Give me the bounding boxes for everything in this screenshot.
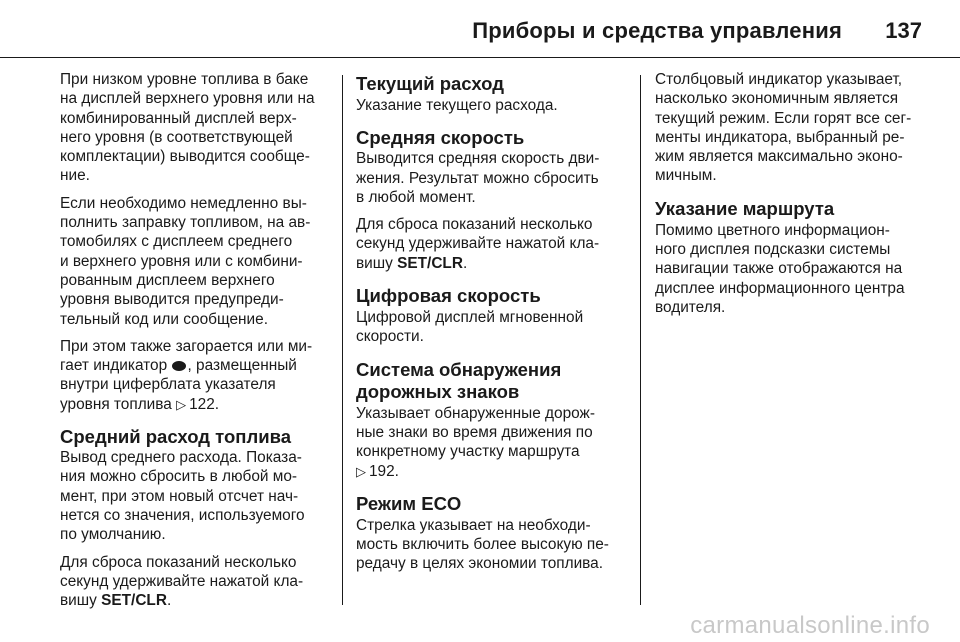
section-heading: Система обнаружения xyxy=(356,358,562,380)
section-eco-mode xyxy=(356,493,626,574)
text-line xyxy=(60,395,330,414)
fuel-indicator-icon xyxy=(172,361,186,371)
text-line: мичным. xyxy=(655,167,717,185)
key-label: SET/CLR xyxy=(397,254,463,272)
text-line: мость включить более высокую пе- xyxy=(356,536,609,554)
text-line: ного дисплея подсказки системы xyxy=(655,241,891,259)
text-line: Если необходимо немедленно вы- xyxy=(60,194,307,212)
watermark: carmanualsonline.info xyxy=(690,612,930,639)
text-line: него уровня (в соответствующей xyxy=(60,128,293,146)
reset-instructions xyxy=(60,553,330,611)
text-line: ние. xyxy=(60,167,90,185)
text-line xyxy=(60,356,330,375)
column-divider-2 xyxy=(640,75,641,605)
text-line: дисплее информационного центра xyxy=(655,279,905,297)
column-1 xyxy=(60,70,330,618)
text-line: Стрелка указывает на необходи- xyxy=(356,516,591,534)
key-label: SET/CLR xyxy=(101,592,167,610)
text-line: При низком уровне топлива в баке xyxy=(60,71,309,88)
paragraph-indicator xyxy=(60,337,330,414)
text-line: редачу в целях экономии топлива. xyxy=(356,555,604,573)
section-heading: Указание маршрута xyxy=(655,197,835,219)
header-divider xyxy=(0,57,960,58)
text-line: ные знаки во время движения по xyxy=(356,423,593,441)
section-body xyxy=(60,448,330,544)
text-line: насколько экономичным является xyxy=(655,90,899,108)
column-3 xyxy=(655,70,923,317)
text-line: нется со значения, используемого xyxy=(60,506,305,524)
paragraph-low-fuel xyxy=(60,70,330,186)
text-line: и верхнего уровня или с комбини- xyxy=(60,252,303,270)
section-heading: Режим ECO xyxy=(356,492,462,514)
section-body xyxy=(356,149,626,207)
section-heading: Средняя скорость xyxy=(356,127,525,149)
text-line: комплектации) выводится сообще- xyxy=(60,148,310,166)
column-2 xyxy=(356,73,626,574)
text-line: Указывает обнаруженные дорож- xyxy=(356,404,595,422)
page-reference-link[interactable]: 192. xyxy=(369,462,399,480)
text-line: секунд удерживайте нажатой кла- xyxy=(60,572,304,590)
section-digital-speed xyxy=(356,285,626,347)
text-fragment: уровня топлива xyxy=(60,395,172,413)
text-line: полнить заправку топливом, на ав- xyxy=(60,214,311,232)
text-line: комбинированный дисплей верх- xyxy=(60,109,297,127)
paragraph-bar-indicator xyxy=(655,70,923,186)
page-title: Приборы и средства управления xyxy=(472,18,842,43)
text-line xyxy=(356,462,626,481)
text-line: по умолчанию. xyxy=(60,526,166,544)
text-line: томобилях с дисплеем среднего xyxy=(60,233,293,251)
page-reference-arrow-icon: ▷ xyxy=(176,396,187,412)
paragraph-refuel xyxy=(60,194,330,329)
text-line xyxy=(60,591,330,610)
page-reference-arrow-icon: ▷ xyxy=(356,463,366,479)
section-heading: Текущий расход xyxy=(356,73,504,94)
text-line: водителя. xyxy=(655,298,726,316)
text-line: в любой момент. xyxy=(356,188,476,206)
page-number: 137 xyxy=(885,18,922,43)
page-reference-link[interactable]: 122. xyxy=(189,395,220,413)
text-fragment: , размещенный xyxy=(187,357,297,375)
text-line: конкретному участку маршрута xyxy=(356,443,580,461)
reset-instructions xyxy=(356,215,626,273)
text-line: скорости. xyxy=(356,328,424,346)
text-line: тельный код или сообщение. xyxy=(60,310,268,328)
text-line: Выводится средняя скорость дви- xyxy=(356,150,600,168)
text-line: жения. Результат можно сбросить xyxy=(356,169,599,187)
text-line: При этом также загорается или ми- xyxy=(60,337,313,355)
text-fragment: . xyxy=(166,592,172,610)
text-line: Для сброса показаний несколько xyxy=(60,553,297,571)
text-line: Столбцовый индикатор указывает, xyxy=(655,71,903,88)
text-line: мент, при этом новый отсчет нач- xyxy=(60,487,299,505)
section-heading: Средний расход топлива xyxy=(60,426,291,448)
page-header xyxy=(0,0,960,58)
section-traffic-sign-detection xyxy=(356,359,626,481)
text-fragment: вишу xyxy=(60,592,97,610)
text-line: секунд удерживайте нажатой кла- xyxy=(356,235,600,253)
text-line: навигации также отображаются на xyxy=(655,260,903,278)
section-current-consumption xyxy=(356,73,626,115)
text-fragment: вишу xyxy=(356,254,393,272)
text-line: на дисплей верхнего уровня или на xyxy=(60,90,315,108)
text-line: ния можно сбросить в любой мо- xyxy=(60,468,298,486)
text-line xyxy=(356,254,626,273)
text-line: текущий режим. Если горят все сег- xyxy=(655,109,912,127)
text-line: уровня выводится предупреди- xyxy=(60,291,284,309)
column-divider-1 xyxy=(342,75,343,605)
text-fragment: . xyxy=(462,254,468,272)
text-line: Помимо цветного информацион- xyxy=(655,221,890,239)
section-heading: дорожных знаков xyxy=(356,380,520,402)
text-line: Для сброса показаний несколько xyxy=(356,216,593,234)
text-line: внутри циферблата указателя xyxy=(60,376,276,394)
text-line: Вывод среднего расхода. Показа- xyxy=(60,449,302,467)
text-line: рованным дисплеем верхнего xyxy=(60,271,275,289)
section-route-guidance xyxy=(655,198,923,317)
text-line: Цифровой дисплей мгновенной xyxy=(356,309,584,327)
text-line: жим является максимально эконо- xyxy=(655,148,903,166)
section-heading: Цифровая скорость xyxy=(356,285,541,307)
text-line: Указание текущего расхода. xyxy=(356,97,558,114)
section-average-speed xyxy=(356,127,626,273)
section-average-fuel xyxy=(60,426,330,610)
text-line: менты индикатора, выбранный ре- xyxy=(655,128,905,146)
text-fragment: гает индикатор xyxy=(60,357,168,375)
